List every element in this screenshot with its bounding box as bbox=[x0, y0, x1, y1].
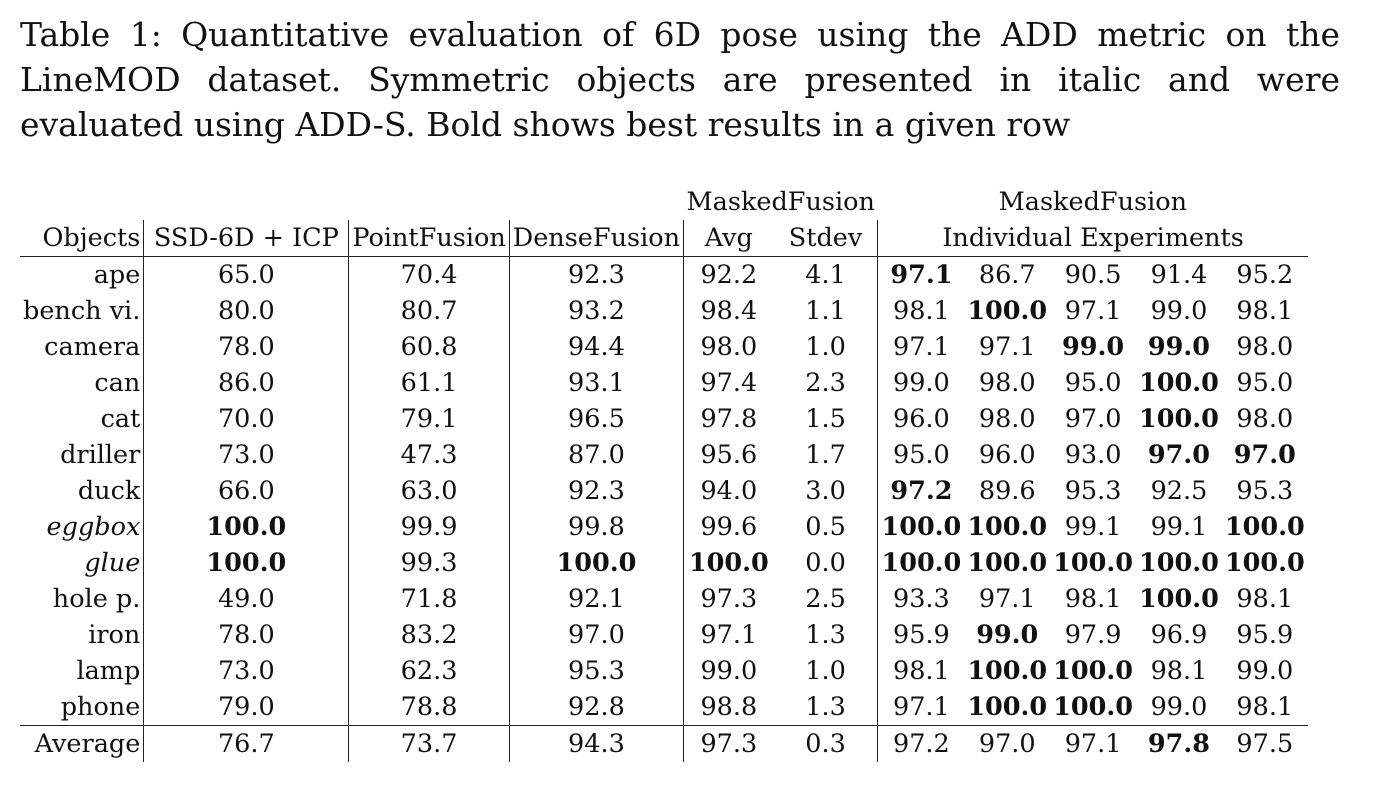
table-cell: 98.1 bbox=[1236, 296, 1294, 326]
table-cell: 100.0 bbox=[144, 509, 349, 545]
table-cell: 3.0 bbox=[774, 473, 878, 509]
row-object-name: iron bbox=[20, 617, 144, 653]
table-cell: 99.0 bbox=[1062, 332, 1125, 362]
table-cell: 97.0 bbox=[509, 617, 683, 653]
table-cell: 1.0 bbox=[774, 329, 878, 365]
table-cell: 100.0 bbox=[1224, 512, 1305, 542]
table-cell: 99.0 bbox=[1236, 656, 1294, 686]
table-cell: 97.5 bbox=[1222, 726, 1308, 763]
table-cell: 66.0 bbox=[144, 473, 349, 509]
table-body bbox=[20, 257, 1308, 763]
header-objects: Objects bbox=[20, 220, 144, 257]
table-cell: 94.3 bbox=[509, 726, 683, 763]
table-cell: 100.0 bbox=[1053, 548, 1134, 578]
table-cell: 86.7 bbox=[978, 260, 1036, 290]
table-cell: 100.0 bbox=[967, 548, 1048, 578]
table-row bbox=[20, 689, 1308, 726]
header-ssd6d-icp: SSD-6D + ICP bbox=[144, 220, 349, 257]
table-cell: 91.4 bbox=[1150, 260, 1208, 290]
table-cell: 61.1 bbox=[349, 365, 509, 401]
table-cell: 60.8 bbox=[349, 329, 509, 365]
table-cell: 2.3 bbox=[774, 365, 878, 401]
table-cell: 80.7 bbox=[349, 293, 509, 329]
table-cell: 89.6 bbox=[978, 476, 1036, 506]
table-cell: 99.3 bbox=[349, 545, 509, 581]
table-row bbox=[20, 726, 1308, 763]
table-cell: 97.1 bbox=[978, 332, 1036, 362]
table-cell: 0.3 bbox=[774, 726, 878, 763]
table-cell: 96.5 bbox=[509, 401, 683, 437]
table-cell: 71.8 bbox=[349, 581, 509, 617]
table-row bbox=[20, 401, 1308, 437]
table-cell: 1.1 bbox=[774, 293, 878, 329]
table-row bbox=[20, 293, 1308, 329]
header-pointfusion: PointFusion bbox=[349, 220, 509, 257]
table-cell: 97.1 bbox=[978, 584, 1036, 614]
table-cell: 86.0 bbox=[144, 365, 349, 401]
table-cell: 95.9 bbox=[892, 620, 950, 650]
table-cell: 96.0 bbox=[978, 440, 1036, 470]
table-cell: 97.0 bbox=[1064, 404, 1122, 434]
row-object-name: ape bbox=[20, 257, 144, 294]
table-cell: 97.3 bbox=[700, 584, 758, 614]
table-cell: 95.3 bbox=[1236, 476, 1294, 506]
table-row bbox=[20, 473, 1308, 509]
row-object-name: glue bbox=[20, 545, 144, 581]
table-cell: 62.3 bbox=[349, 653, 509, 689]
table-cell: 98.0 bbox=[978, 404, 1036, 434]
table-cell: 92.5 bbox=[1150, 476, 1208, 506]
table-cell: 87.0 bbox=[509, 437, 683, 473]
header-individual-experiments: Individual Experiments bbox=[878, 220, 1308, 257]
table-cell: 92.2 bbox=[700, 260, 758, 290]
table-cell: 95.6 bbox=[700, 440, 758, 470]
table-row bbox=[20, 437, 1308, 473]
table-cell: 97.2 bbox=[890, 476, 953, 506]
table-cell: 78.0 bbox=[144, 329, 349, 365]
table-cell: 0.0 bbox=[774, 545, 878, 581]
table-row bbox=[20, 581, 1308, 617]
table-cell: 1.3 bbox=[774, 689, 878, 726]
table-cell: 93.1 bbox=[509, 365, 683, 401]
table-cell: 98.8 bbox=[700, 692, 758, 722]
table-cell: 96.9 bbox=[1150, 620, 1208, 650]
table-row bbox=[20, 365, 1308, 401]
table-cell: 90.5 bbox=[1064, 260, 1122, 290]
table-cell: 100.0 bbox=[967, 512, 1048, 542]
table-cell: 100.0 bbox=[967, 296, 1048, 326]
header-avg: Avg bbox=[684, 220, 774, 257]
table-cell: 97.1 bbox=[700, 620, 758, 650]
table-row bbox=[20, 509, 1308, 545]
table-row bbox=[20, 653, 1308, 689]
row-object-name: duck bbox=[20, 473, 144, 509]
table-cell: 99.6 bbox=[700, 512, 758, 542]
row-object-name: cat bbox=[20, 401, 144, 437]
table-cell: 92.1 bbox=[509, 581, 683, 617]
table-cell: 98.1 bbox=[1236, 692, 1294, 722]
table-cell: 99.0 bbox=[700, 656, 758, 686]
table-row bbox=[20, 545, 1308, 581]
table-cell: 95.9 bbox=[1236, 620, 1294, 650]
masked-fusion-ie-group-header: MaskedFusion bbox=[998, 187, 1188, 217]
row-object-name: phone bbox=[20, 689, 144, 726]
table-cell: 100.0 bbox=[144, 545, 349, 581]
table-cell: 93.2 bbox=[509, 293, 683, 329]
table-cell: 95.0 bbox=[1064, 368, 1122, 398]
table-cell: 97.8 bbox=[700, 404, 758, 434]
table-cell: 99.8 bbox=[509, 509, 683, 545]
table-cell: 100.0 bbox=[1139, 368, 1219, 398]
table-cell: 100.0 bbox=[1139, 548, 1219, 578]
table-cell: 99.0 bbox=[1147, 332, 1211, 362]
table-cell: 98.1 bbox=[1064, 584, 1122, 614]
table-cell: 95.0 bbox=[1236, 368, 1294, 398]
row-object-name: Average bbox=[20, 726, 144, 763]
table-cell: 100.0 bbox=[688, 548, 769, 578]
table-cell: 1.0 bbox=[774, 653, 878, 689]
table-cell: 100.0 bbox=[1053, 692, 1134, 722]
table-cell: 99.0 bbox=[1150, 296, 1208, 326]
table-cell: 98.1 bbox=[1150, 656, 1208, 686]
table-cell: 76.7 bbox=[144, 726, 349, 763]
table-cell: 1.5 bbox=[774, 401, 878, 437]
table-cell: 100.0 bbox=[967, 692, 1048, 722]
table-cell: 94.0 bbox=[700, 476, 758, 506]
table-cell: 97.9 bbox=[1064, 620, 1122, 650]
group-header-row bbox=[20, 184, 1308, 220]
table-cell: 99.1 bbox=[1064, 512, 1122, 542]
table-cell: 100.0 bbox=[881, 548, 962, 578]
table-cell: 80.0 bbox=[144, 293, 349, 329]
table-cell: 98.1 bbox=[892, 296, 950, 326]
row-object-name: can bbox=[20, 365, 144, 401]
table-cell: 98.1 bbox=[892, 656, 950, 686]
table-cell: 100.0 bbox=[967, 656, 1048, 686]
table-cell: 95.3 bbox=[509, 653, 683, 689]
table-cell: 70.0 bbox=[144, 401, 349, 437]
table-cell: 97.1 bbox=[890, 260, 953, 290]
table-cell: 97.2 bbox=[878, 726, 964, 763]
table-cell: 95.3 bbox=[1064, 476, 1122, 506]
table-cell: 97.1 bbox=[1050, 726, 1136, 763]
table-cell: 97.1 bbox=[892, 692, 950, 722]
table-cell: 97.0 bbox=[1147, 440, 1211, 470]
table-cell: 1.7 bbox=[774, 437, 878, 473]
table-cell: 1.3 bbox=[774, 617, 878, 653]
table-cell: 98.4 bbox=[700, 296, 758, 326]
table-cell: 100.0 bbox=[1053, 656, 1134, 686]
table-cell: 4.1 bbox=[774, 257, 878, 294]
table-cell: 99.1 bbox=[1150, 512, 1208, 542]
row-object-name: hole p. bbox=[20, 581, 144, 617]
table-cell: 92.8 bbox=[509, 689, 683, 726]
table-cell: 100.0 bbox=[509, 545, 683, 581]
table-cell: 2.5 bbox=[774, 581, 878, 617]
table-cell: 100.0 bbox=[1139, 584, 1219, 614]
table-cell: 96.0 bbox=[892, 404, 950, 434]
table-cell: 93.3 bbox=[892, 584, 950, 614]
header-densefusion: DenseFusion bbox=[509, 220, 683, 257]
table-cell: 47.3 bbox=[349, 437, 509, 473]
table-cell: 49.0 bbox=[144, 581, 349, 617]
table-cell: 97.0 bbox=[1233, 440, 1296, 470]
table-cell: 79.0 bbox=[144, 689, 349, 726]
table-cell: 73.7 bbox=[349, 726, 509, 763]
header-stdev: Stdev bbox=[774, 220, 878, 257]
row-object-name: eggbox bbox=[20, 509, 144, 545]
table-cell: 83.2 bbox=[349, 617, 509, 653]
table-cell: 73.0 bbox=[144, 437, 349, 473]
table-cell: 78.8 bbox=[349, 689, 509, 726]
table-cell: 97.3 bbox=[684, 726, 774, 763]
table-cell: 98.0 bbox=[978, 368, 1036, 398]
table-cell: 99.0 bbox=[892, 368, 950, 398]
table-cell: 100.0 bbox=[1224, 548, 1305, 578]
table-cell: 97.1 bbox=[892, 332, 950, 362]
table-cell: 99.0 bbox=[1150, 692, 1208, 722]
masked-fusion-group-header: MaskedFusion bbox=[686, 187, 875, 217]
table-cell: 97.0 bbox=[964, 726, 1050, 763]
table-cell: 92.3 bbox=[509, 257, 683, 294]
row-object-name: camera bbox=[20, 329, 144, 365]
table-cell: 97.4 bbox=[700, 368, 758, 398]
table-row bbox=[20, 329, 1308, 365]
column-header-row bbox=[20, 220, 1308, 257]
table-cell: 99.0 bbox=[976, 620, 1039, 650]
table-caption: Table 1: Quantitative evaluation of 6D pose using the ADD metric on the LineMOD dataset. Symmetric objects are presented in italic and were evaluated using ADD-S. Bold shows best results in a given row bbox=[20, 15, 1340, 144]
table-cell: 0.5 bbox=[774, 509, 878, 545]
table-cell: 79.1 bbox=[349, 401, 509, 437]
table-cell: 65.0 bbox=[144, 257, 349, 294]
table-cell: 63.0 bbox=[349, 473, 509, 509]
table-cell: 100.0 bbox=[881, 512, 962, 542]
table-row bbox=[20, 617, 1308, 653]
row-object-name: bench vi. bbox=[20, 293, 144, 329]
table-row bbox=[20, 257, 1308, 294]
table-cell: 92.3 bbox=[509, 473, 683, 509]
table-cell: 97.1 bbox=[1064, 296, 1122, 326]
table-cell: 98.0 bbox=[700, 332, 758, 362]
table-cell: 99.9 bbox=[349, 509, 509, 545]
table-cell: 78.0 bbox=[144, 617, 349, 653]
table-cell: 94.4 bbox=[509, 329, 683, 365]
table-cell: 98.1 bbox=[1236, 584, 1294, 614]
table-cell: 93.0 bbox=[1064, 440, 1122, 470]
row-object-name: driller bbox=[20, 437, 144, 473]
table-cell: 73.0 bbox=[144, 653, 349, 689]
results-table bbox=[20, 184, 1308, 762]
row-object-name: lamp bbox=[20, 653, 144, 689]
table-cell: 100.0 bbox=[1139, 404, 1219, 434]
table-cell: 97.8 bbox=[1136, 726, 1222, 763]
table-cell: 98.0 bbox=[1236, 404, 1294, 434]
table-cell: 70.4 bbox=[349, 257, 509, 294]
table-cell: 98.0 bbox=[1236, 332, 1294, 362]
table-cell: 95.2 bbox=[1236, 260, 1294, 290]
table-cell: 95.0 bbox=[892, 440, 950, 470]
